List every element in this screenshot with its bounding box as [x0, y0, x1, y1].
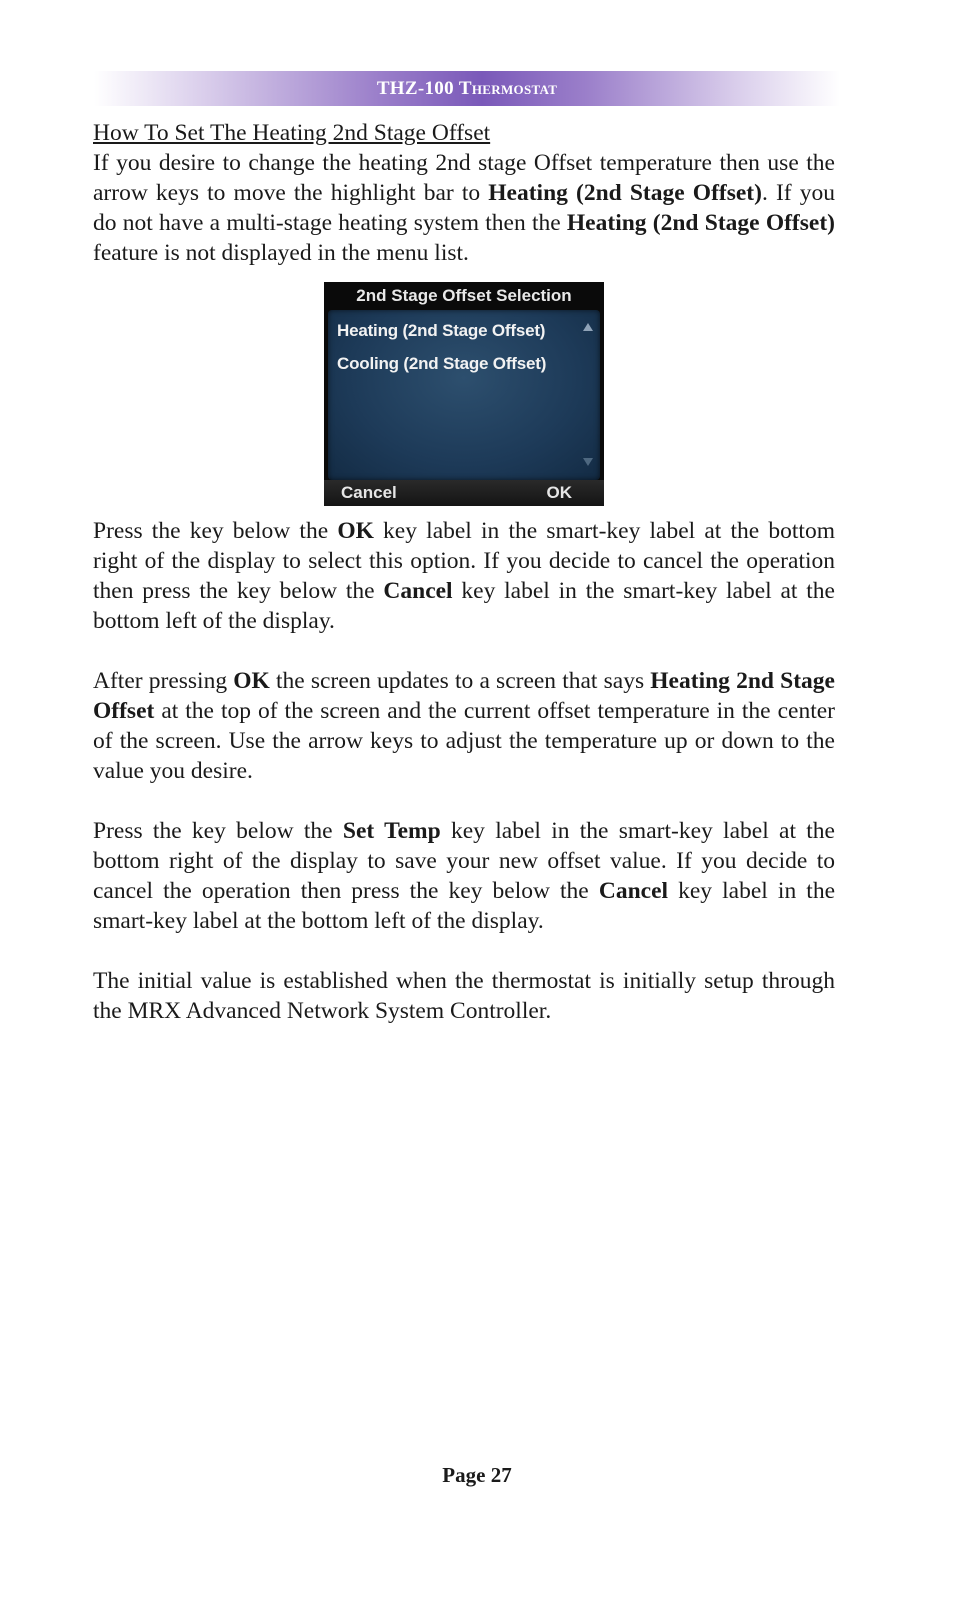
softkey-ok-label: OK — [546, 483, 572, 502]
header-title-model: THZ-100 — [376, 77, 459, 99]
page-header-banner — [94, 71, 840, 106]
page-content — [93, 118, 835, 1026]
menu-item-heating-offset: Heating (2nd Stage Offset) — [337, 321, 546, 340]
menu-item-cooling-offset: Cooling (2nd Stage Offset) — [337, 354, 547, 373]
softkey-cancel-label: Cancel — [341, 483, 397, 502]
header-title-product: Thermostat — [458, 77, 558, 99]
thermostat-screen-image — [324, 282, 604, 506]
scroll-down-arrow-icon — [583, 458, 593, 466]
paragraph-select-option: Press the key below the OK key label in the smart-key label at the bottom right of the display to select this option. If you decide to cancel the operation then press the key below the Cancel key label in the smart-key label at the bottom left of the display. — [93, 518, 835, 634]
paragraph-set-temp: Press the key below the Set Temp key label in the smart-key label at the bottom right of the display to save your new offset value. If you decide to cancel the operation then press the key below the Cancel key label in the smart-key label at the bottom left of the display. — [93, 818, 835, 934]
header-title — [377, 78, 557, 100]
screen-menu-panel — [328, 310, 600, 480]
paragraph-initial-value: The initial value is established when the thermostat is initially setup through the MRX Advanced Network System Controller. — [93, 968, 835, 1024]
paragraph-after-ok: After pressing OK the screen updates to a screen that says Heating 2nd Stage Offset at the top of the screen and the current offset temperature in the center of the screen. Use the arrow keys to adjust the temperature up or down to the value you desire. — [93, 668, 835, 784]
section-title: How To Set The Heating 2nd Stage Offset — [93, 120, 491, 146]
scroll-up-arrow-icon — [583, 323, 593, 331]
softkey-bar — [324, 480, 604, 506]
paragraph-intro: If you desire to change the heating 2nd stage Offset temperature then use the arrow keys to move the highlight bar to Heating (2nd Stage Offset). If you do not have a multi-stage heating system then the Heating (2nd Stage Offset) feature is not displayed in the menu list. — [93, 150, 835, 266]
screen-title: 2nd Stage Offset Selection — [356, 286, 572, 305]
page-number: Page 27 — [442, 1463, 512, 1487]
